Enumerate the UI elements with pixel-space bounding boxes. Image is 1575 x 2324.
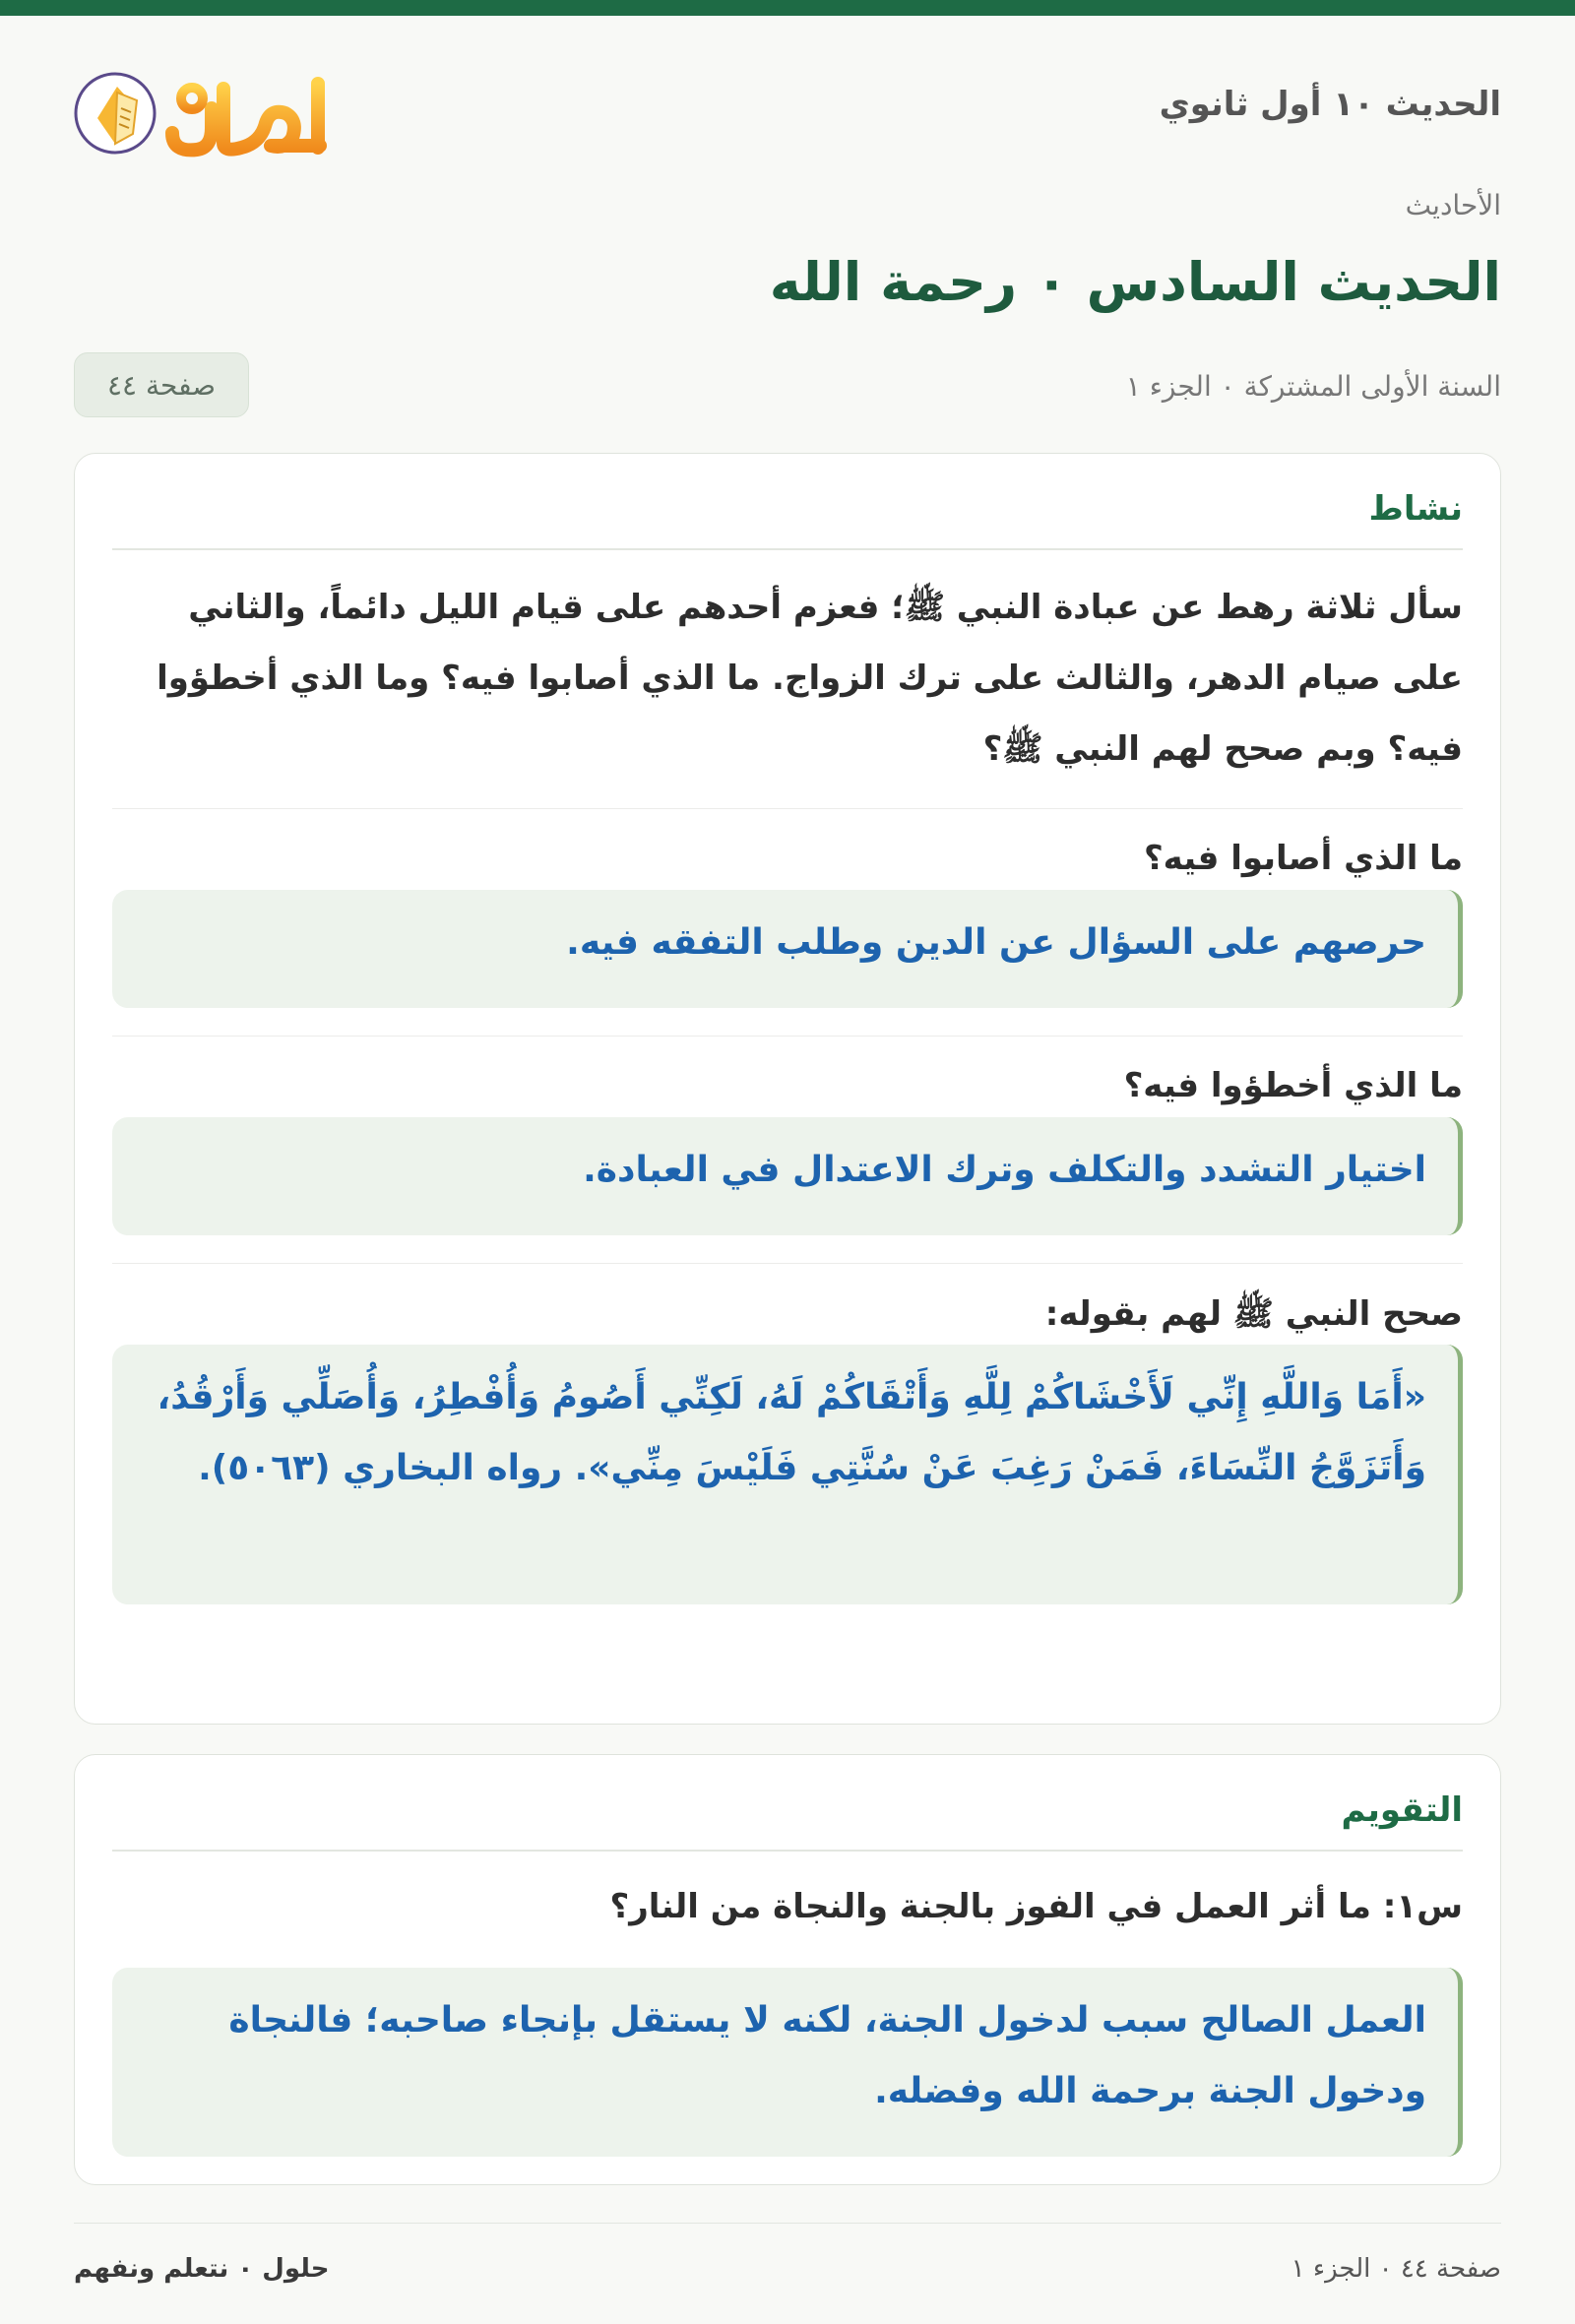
divider [112, 1008, 1463, 1036]
footer-brand: حلول ٠ نتعلم ونفهم [74, 2254, 330, 2284]
activity-card [74, 453, 1501, 1725]
page-subtitle: السنة الأولى المشتركة ٠ الجزء ١ [1125, 370, 1501, 403]
answer-1: حرصهم على السؤال عن الدين وطلب التفقه فيه. [112, 890, 1463, 1008]
evaluation-card [74, 1754, 1501, 2185]
evaluation-heading: التقويم [112, 1755, 1463, 1852]
footer-page-info: صفحة ٤٤ ٠ الجزء ١ [1291, 2254, 1501, 2284]
question-2: ما الذي أخطؤوا فيه؟ [1123, 1066, 1463, 1105]
activity-intro: سأل ثلاثة رهط عن عبادة النبي ﷺ؛ فعزم أحدهم على قيام الليل دائماً، والثاني على صيام الدهر، والثالث على ترك الزواج. ما الذي أصابوا فيه؟ وما الذي أخطؤوا فيه؟ وبم صحح لهم النبي ﷺ؟ [112, 550, 1463, 809]
footer-divider [74, 2223, 1501, 2224]
activity-heading: نشاط [112, 454, 1463, 550]
divider [112, 1235, 1463, 1264]
header-title: الحديث ١٠ أول ثانوي [1159, 85, 1501, 124]
page-title: الحديث السادس ٠ رحمة الله [769, 251, 1501, 313]
evaluation-answer: العمل الصالح سبب لدخول الجنة، لكنه لا يستقل بإنجاء صاحبه؛ فالنجاة ودخول الجنة برحمة الله وفضله. [112, 1968, 1463, 2157]
page-number-badge: صفحة ٤٤ [74, 352, 249, 417]
page-header [74, 59, 1501, 167]
question-3: صحح النبي ﷺ لهم بقوله: [1044, 1294, 1463, 1334]
hulul-logo[interactable] [74, 59, 330, 167]
breadcrumb[interactable]: الأحاديث [1405, 189, 1501, 221]
answer-2: اختيار التشدد والتكلف وترك الاعتدال في العبادة. [112, 1117, 1463, 1235]
hadith-quote: «أَمَا وَاللَّهِ إِنِّي لَأَخْشَاكُمْ لِلَّهِ وَأَتْقَاكُمْ لَهُ، لَكِنِّي أَصُومُ وَأُفْطِرُ، وَأُصَلِّي وَأَرْقُدُ، وَأَتَزَوَّجُ النِّسَاءَ، فَمَنْ رَغِبَ عَنْ سُنَّتِي فَلَيْسَ مِنِّي». رواه البخاري (٥٠٦٣). [112, 1345, 1463, 1604]
question-1: ما الذي أصابوا فيه؟ [1143, 839, 1463, 878]
top-accent-bar [0, 0, 1575, 16]
evaluation-question: س١: ما أثر العمل في الفوز بالجنة والنجاة من النار؟ [609, 1887, 1463, 1926]
